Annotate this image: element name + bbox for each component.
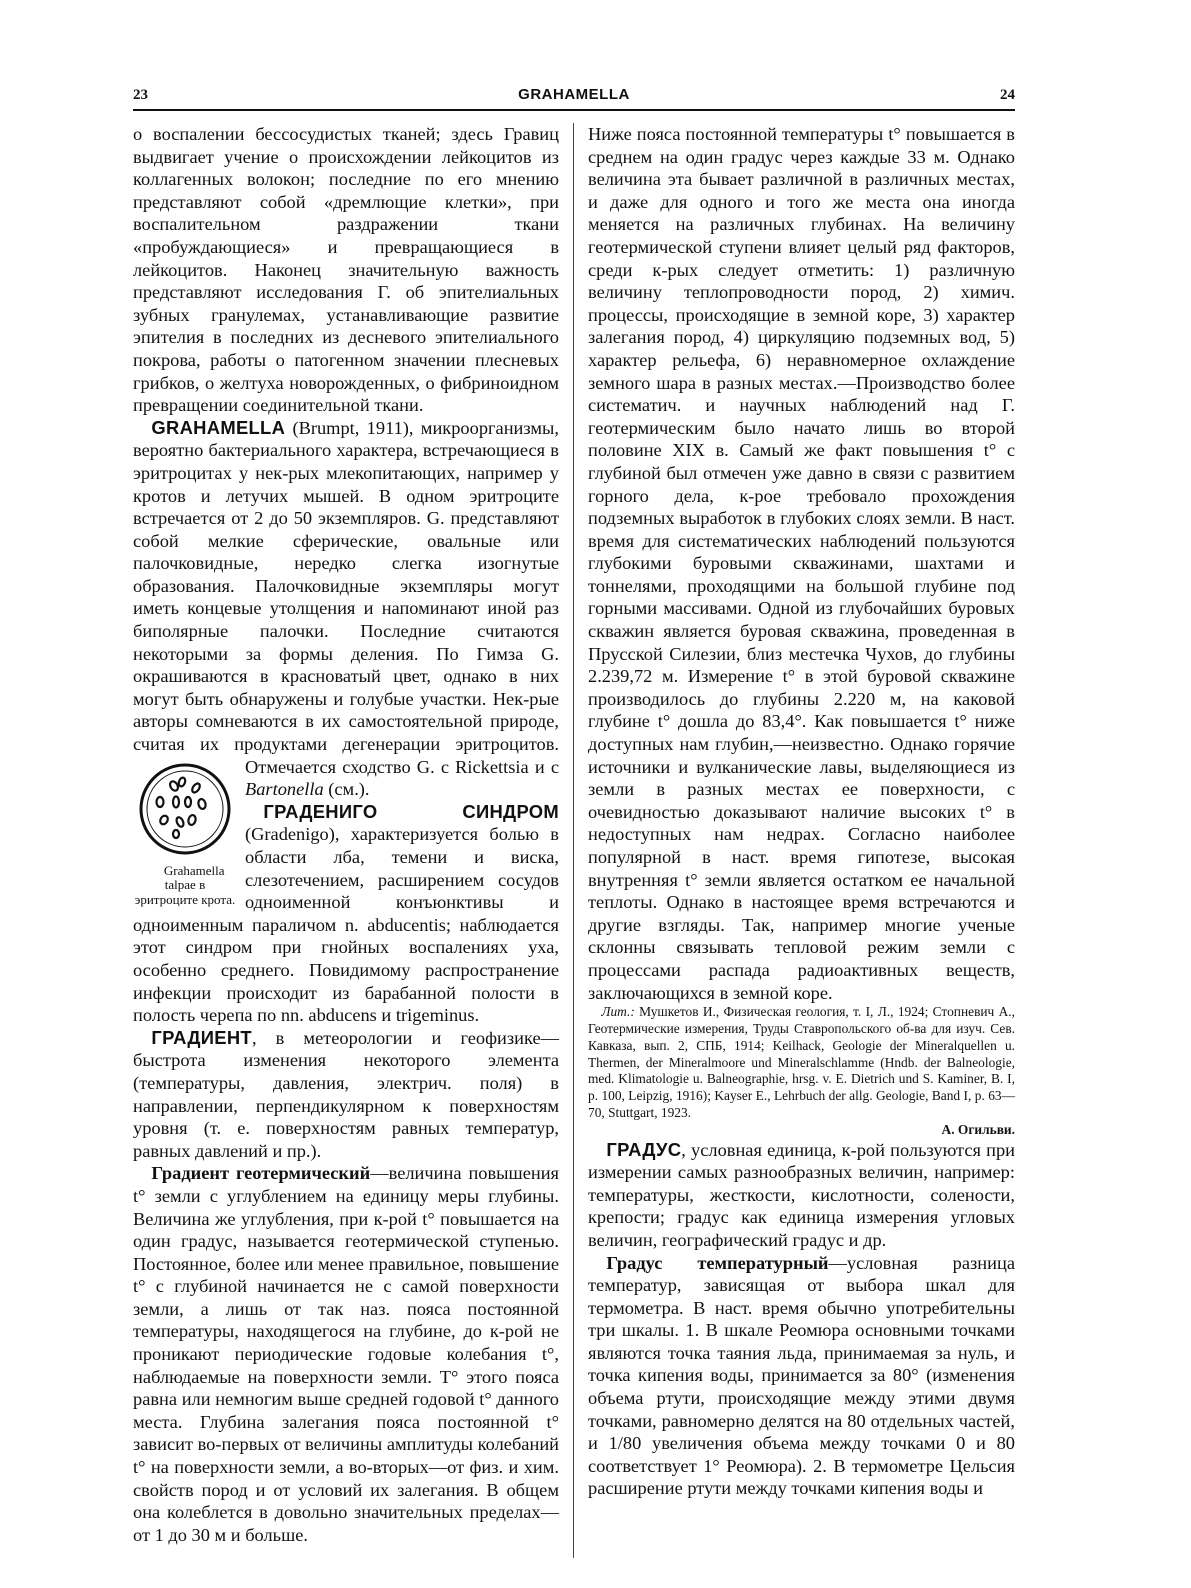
literature-text: Мушкетов И., Физическая геология, т. I, Л., 1924; Стопневич А., Геотермические измерения, Труды Ставропольского об-ва для изуч. Сев. Кавказа, вып. 2, СПБ, 1914; Keilhack, Geologie der Mineralquellen u. Thermen, der Mineralmoore und Mineralschlamme (Hndb. der Balneologie, med. Klimatologie u. Balneographie, hrsg. v. E. Dietrich und S. Kaminer, B. I, p. 100, Leipzig, 1916); Kayser E., Lehrbuch der allg. Geologie, Band I, p. 63—70, Stuttgart, 1923. xyxy=(588,1004,1015,1120)
right-column xyxy=(588,123,1015,1500)
entry-gradus-temperature xyxy=(588,1252,1015,1501)
entry-term: GRAHAMELLA xyxy=(151,416,286,438)
entry-text: , в метеорологии и геофизике—быстрота изменения некоторого элемента (температуры, давления, электрич. поля) в направлении, перпендикулярном к поверхностям уровня (т. е. поверхностям равных температур, равных давлений и пр.). xyxy=(133,1027,559,1161)
subentry-term: Градус температурный xyxy=(606,1252,829,1273)
entry-gradient xyxy=(133,1027,559,1163)
entry-text-end: (см.). xyxy=(323,779,370,800)
entry-text: —условная разница температур, зависящая от выбора шкал для термометра. В наст. время обычно употребительны три шкалы. 1. В шкале Реомюра основными точками являются точка таяния льда, принимаемая за нуль, и точка кипения воды, принимается за 80° (изменения объема ртути, происходящие между этими двумя точками, равномерно делятся на 80 отдельных частей, и 1/80 увеличения объема между точками 0 и 80 соответствует 1° Реомюра). 2. В термометре Цельсия расширение ртути между точками кипения воды и xyxy=(588,1252,1015,1499)
left-column xyxy=(133,123,559,1546)
entry-gradus xyxy=(588,1139,1015,1252)
page xyxy=(133,75,1015,1565)
page-number-left: 23 xyxy=(133,87,148,103)
page-header xyxy=(133,75,1015,111)
page-number-right: 24 xyxy=(1000,87,1015,103)
figure-grahamella xyxy=(133,760,237,908)
entry-text: , условная единица, к-рой пользуются при измерении самых разнообразных величин, например: температуры, жесткости, кислотности, солености, крепости; градус как единица измерения угловых величин, географический градус и др. xyxy=(588,1139,1015,1250)
article-author: А. Огильви. xyxy=(941,1121,1015,1137)
paragraph-geothermal-continued: Ниже пояса постоянной температуры t° повышается в среднем на один градус через каждые 33 м. Однако величина эта бывает различной в различных местах, и даже для одного и того же места она иногда меняется на различных глубинах. На величину геотермической ступени влияет целый ряд факторов, среди к-рых следует отметить: 1) различную величину теплопроводности пород, 2) химич. процессы, происходящие в земной коре, 3) характер залегания пород, 4) циркуляцию подземных вод, 5) характер рельефа, 6) неравномерное охлаждение земного шара в разных местах.—Производство более систематич. и научных наблюдений над Г. геотермическим было начато лишь во второй половине XIX в. Самый же факт повышения t° с глубиной был отмечен уже давно в связи с развитием горного дела, к-рое требовало прохождения подземных выработок в глубоких слоях земли. В наст. время для систематических наблюдений пользуются глубокими буровыми скважинами, шахтами и тоннелями, проходящими на большой глубине под горными массивами. Одной из глубочайших буровых скважин является буровая скважина, проведенная в Прусской Силезии, близ местечка Чухов, до глубины 2.239,72 м. Измерение t° в этой буровой скважине производилось до глубины 2.220 м, на каковой глубине t° дошла до 83,4°. Как повышается t° ниже доступных нам глубин,—неизвестно. Однако горячие источники и вулканические лавы, выделяющиеся из земли в разных местах ее поверхности, с очевидностью доказывают наличие высоких t° в недоступных нам недрах. Согласно наиболее популярной в наст. время гипотезе, высокая внутренняя t° земли является остатком ее начальной теплоты. Однако в настоящее время встречаются и другие взгляды. Так, например многие ученые склонны связывать тепловой режим земли с процессами распада радиоактивных веществ, заключающихся в земной коре. xyxy=(588,124,1015,1003)
subentry-term: Градиент геотермический xyxy=(151,1163,371,1184)
entry-text: (Gradenigo), характеризуется болью в области лба, темени и виска, слезотечением, расширением сосудов одноименной конъюнктивы и одноименным параличом n. abducentis; наблюдается этот синдром при гнойных воспалениях уха, особенно среднего. Повидимому распространение инфекции происходит из барабанной полости в полость черепа по nn. abducens и trigeminus. xyxy=(133,824,559,1026)
running-title: GRAHAMELLA xyxy=(518,86,630,103)
italic-bartonella: Bartonella xyxy=(245,779,324,800)
column-divider xyxy=(573,123,574,1558)
entry-text: —величина повышения t° земли с углублением на единицу меры глубины. Величина же углубления, при к-рой t° повышается на один градус, называется геотермической ступенью. Постоянное, более или менее правильное, повышение t° с глубиной начинается не с самой поверхности земли, а лишь от так наз. пояса постоянной температуры, находящегося на глубине, до к-рой не проникают периодические годовые колебания t°, наблюдаемые на поверхности земли. T° этого пояса равна или немногим выше средней годовой t° данного места. Глубина залегания пояса постоянной t° зависит во-первых от величины амплитуды колебаний t° на поверхности земли, а во-вторых—от физ. и хим. свойств пород и от условий их залегания. В общем она колеблется в довольно значительных пределах—от 1 до 30 м и больше. xyxy=(133,1163,559,1545)
entry-term: ГРАДЕНИГО СИНДРОМ xyxy=(263,800,559,822)
paragraph-gravitz: о воспалении бессосудистых тканей; здесь Гравиц выдвигает учение о происхождении лейкоцитов из коллагенных волокон; последние по его мнению представляют собой «дремлющие клетки», при воспалительном раздражении ткани «пробуждающиеся» и превращающиеся в лейкоцитов. Наконец значительную важность представляют исследования Г. об эпителиальных зубных гранулемах, устанавливающие развитие эпителия в последних из десневого эпителиального покрова, работы о патогенном значении плесневых грибков, о желтуха новорожденных, о фибриноидном превращении соединительной ткани. xyxy=(133,124,559,416)
literature-references xyxy=(588,1004,1015,1138)
entry-text: (Brumpt, 1911), микроорганизмы, вероятно бактериального характера, встречающиеся в эритроцитах у нек-рых млекопитающих, например у кротов и летучих мышей. В одном эритроците встречается от 2 до 50 экземпляров. G. представляют собой мелкие сферические, овальные или палочковидные, нередко слегка изогнутые образования. Палочковидные экземпляры могут иметь концевые утолщения и напоминают иной раз биполярные палочки. Последние считаются некоторыми за формы деления. По Гимза G. окрашиваются в красноватый цвет, однако в них могут быть обнаружены и голубые участки. Нек-рые авторы сомневаются в их самостоятельной природе, считая их продуктами дегенерации эритроцитов. Отмечается сходство G. с Rickettsia и с xyxy=(133,417,559,777)
entry-gradient-geothermal xyxy=(133,1162,559,1546)
entry-term: ГРАДУС xyxy=(606,1138,682,1160)
erythrocyte-illustration xyxy=(136,760,234,858)
entry-term: ГРАДИЕНТ xyxy=(151,1026,252,1048)
literature-label: Лит.: xyxy=(601,1004,635,1020)
figure-caption: Grahamella talpae в эритроците крота. xyxy=(134,862,236,907)
